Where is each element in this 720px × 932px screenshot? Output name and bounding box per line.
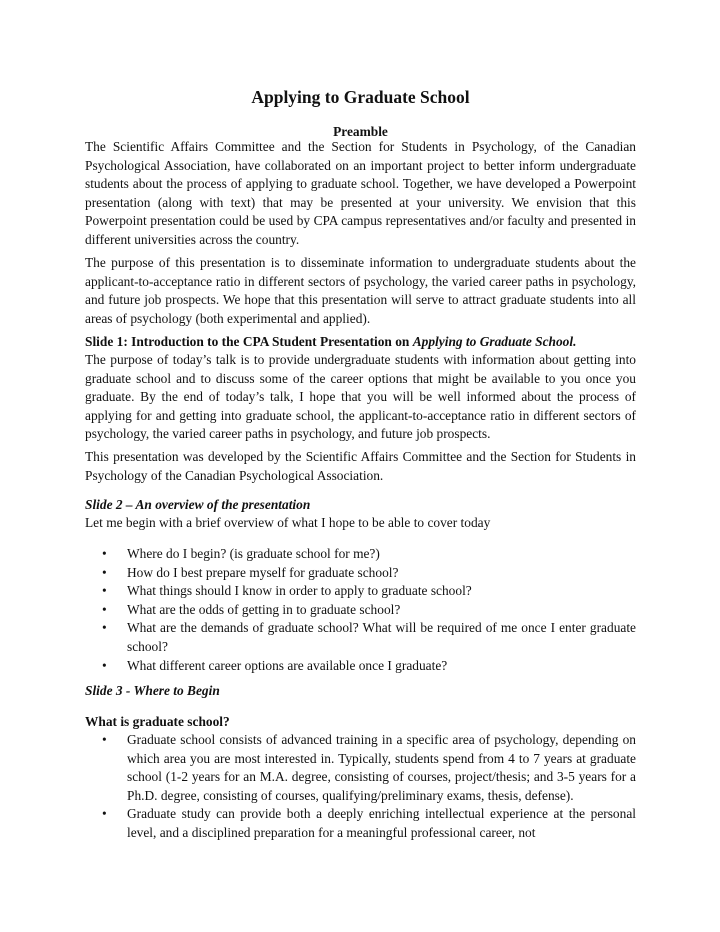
list-item (85, 582, 636, 601)
bullet-icon: • (102, 546, 107, 561)
slide1-heading-bold: Slide 1: Introduction to the CPA Student Presentation on (85, 334, 413, 349)
list-item-text: How do I best prepare myself for graduate school? (127, 564, 399, 580)
list-item-text: What things should I know in order to apply to graduate school? (127, 583, 472, 599)
list-item (85, 564, 636, 583)
list-item-text: Graduate school consists of advanced training in a specific area of psychology, depending on which area you are most interested in. Typically, students spend from 4 to 7 years at graduate school (1-2 years for an M.A. degree, consisting of courses, project/thesis; and 3-5 years for a Ph.D. degree, consisting of courses, qualifying/preliminary exams, thesis, defense). (127, 732, 636, 803)
bullet-icon: • (102, 806, 107, 822)
list-item-text: Where do I begin? (is graduate school for me?) (127, 546, 380, 561)
slide2-bullet-list (85, 545, 636, 675)
list-item-text: What are the demands of graduate school? What will be required of me once I enter graduate school? (127, 620, 636, 654)
bullet-icon: • (102, 583, 107, 599)
preamble-heading: Preamble (333, 124, 388, 139)
slide3-heading: Slide 3 - Where to Begin (85, 683, 220, 698)
list-item (85, 731, 636, 805)
bullet-icon: • (102, 657, 107, 673)
list-item-text: Graduate study can provide both a deeply enriching intellectual experience at the personal level, and a disciplined preparation for a meaningful professional career, not (127, 806, 636, 840)
slide2-heading: Slide 2 – An overview of the presentation (85, 497, 311, 512)
bullet-icon: • (102, 732, 107, 747)
list-item (85, 545, 636, 564)
slide1-paragraph-1: The purpose of today’s talk is to provide undergraduate students with information about getting into graduate school and to discuss some of the career options that might be available to you once you graduate. By the end of today’s talk, I hope that you will be well informed about the process of applying for and getting into graduate school, the applicant-to-acceptance ratio in different sectors of psychology, the varied career paths in psychology, and future job prospects. (85, 352, 636, 442)
list-item-text: What different career options are available once I graduate? (127, 657, 448, 673)
list-item (85, 601, 636, 620)
document-title: Applying to Graduate School (251, 87, 470, 107)
slide3-bullet-list (85, 731, 636, 843)
slide1-heading-italic: Applying to Graduate School. (412, 334, 577, 349)
list-item (85, 619, 636, 656)
bullet-icon: • (102, 620, 107, 636)
list-item (85, 657, 636, 676)
preamble-paragraph-1: The Scientific Affairs Committee and the Section for Students in Psychology, of the Canadian Psychological Association, have collaborated on an important project to better inform undergraduate students about the process of applying to graduate school. Together, we have developed a Powerpoint presentation (along with text) that may be presented at your university. We envision that this Powerpoint presentation could be used by CPA campus representatives and/or faculty and presented in different universities across the country. (85, 139, 636, 247)
bullet-icon: • (102, 564, 107, 580)
list-item-text: What are the odds of getting in to graduate school? (127, 601, 401, 617)
slide1-paragraph-2: This presentation was developed by the Scientific Affairs Committee and the Section for Students in Psychology of the Canadian Psychological Association. (85, 449, 636, 483)
slide2-intro: Let me begin with a brief overview of what I hope to be able to cover today (85, 515, 491, 530)
slide1-heading (85, 333, 636, 352)
preamble-paragraph-2: The purpose of this presentation is to disseminate information to undergraduate students about the applicant-to-acceptance ratio in different sectors of psychology, the varied career paths in psychology, and future job prospects. We hope that this presentation will serve to attract graduate students into all areas of psychology (both experimental and applied). (85, 255, 636, 326)
slide3-subheading: What is graduate school? (85, 714, 230, 729)
bullet-icon: • (102, 601, 107, 617)
list-item (85, 805, 636, 842)
